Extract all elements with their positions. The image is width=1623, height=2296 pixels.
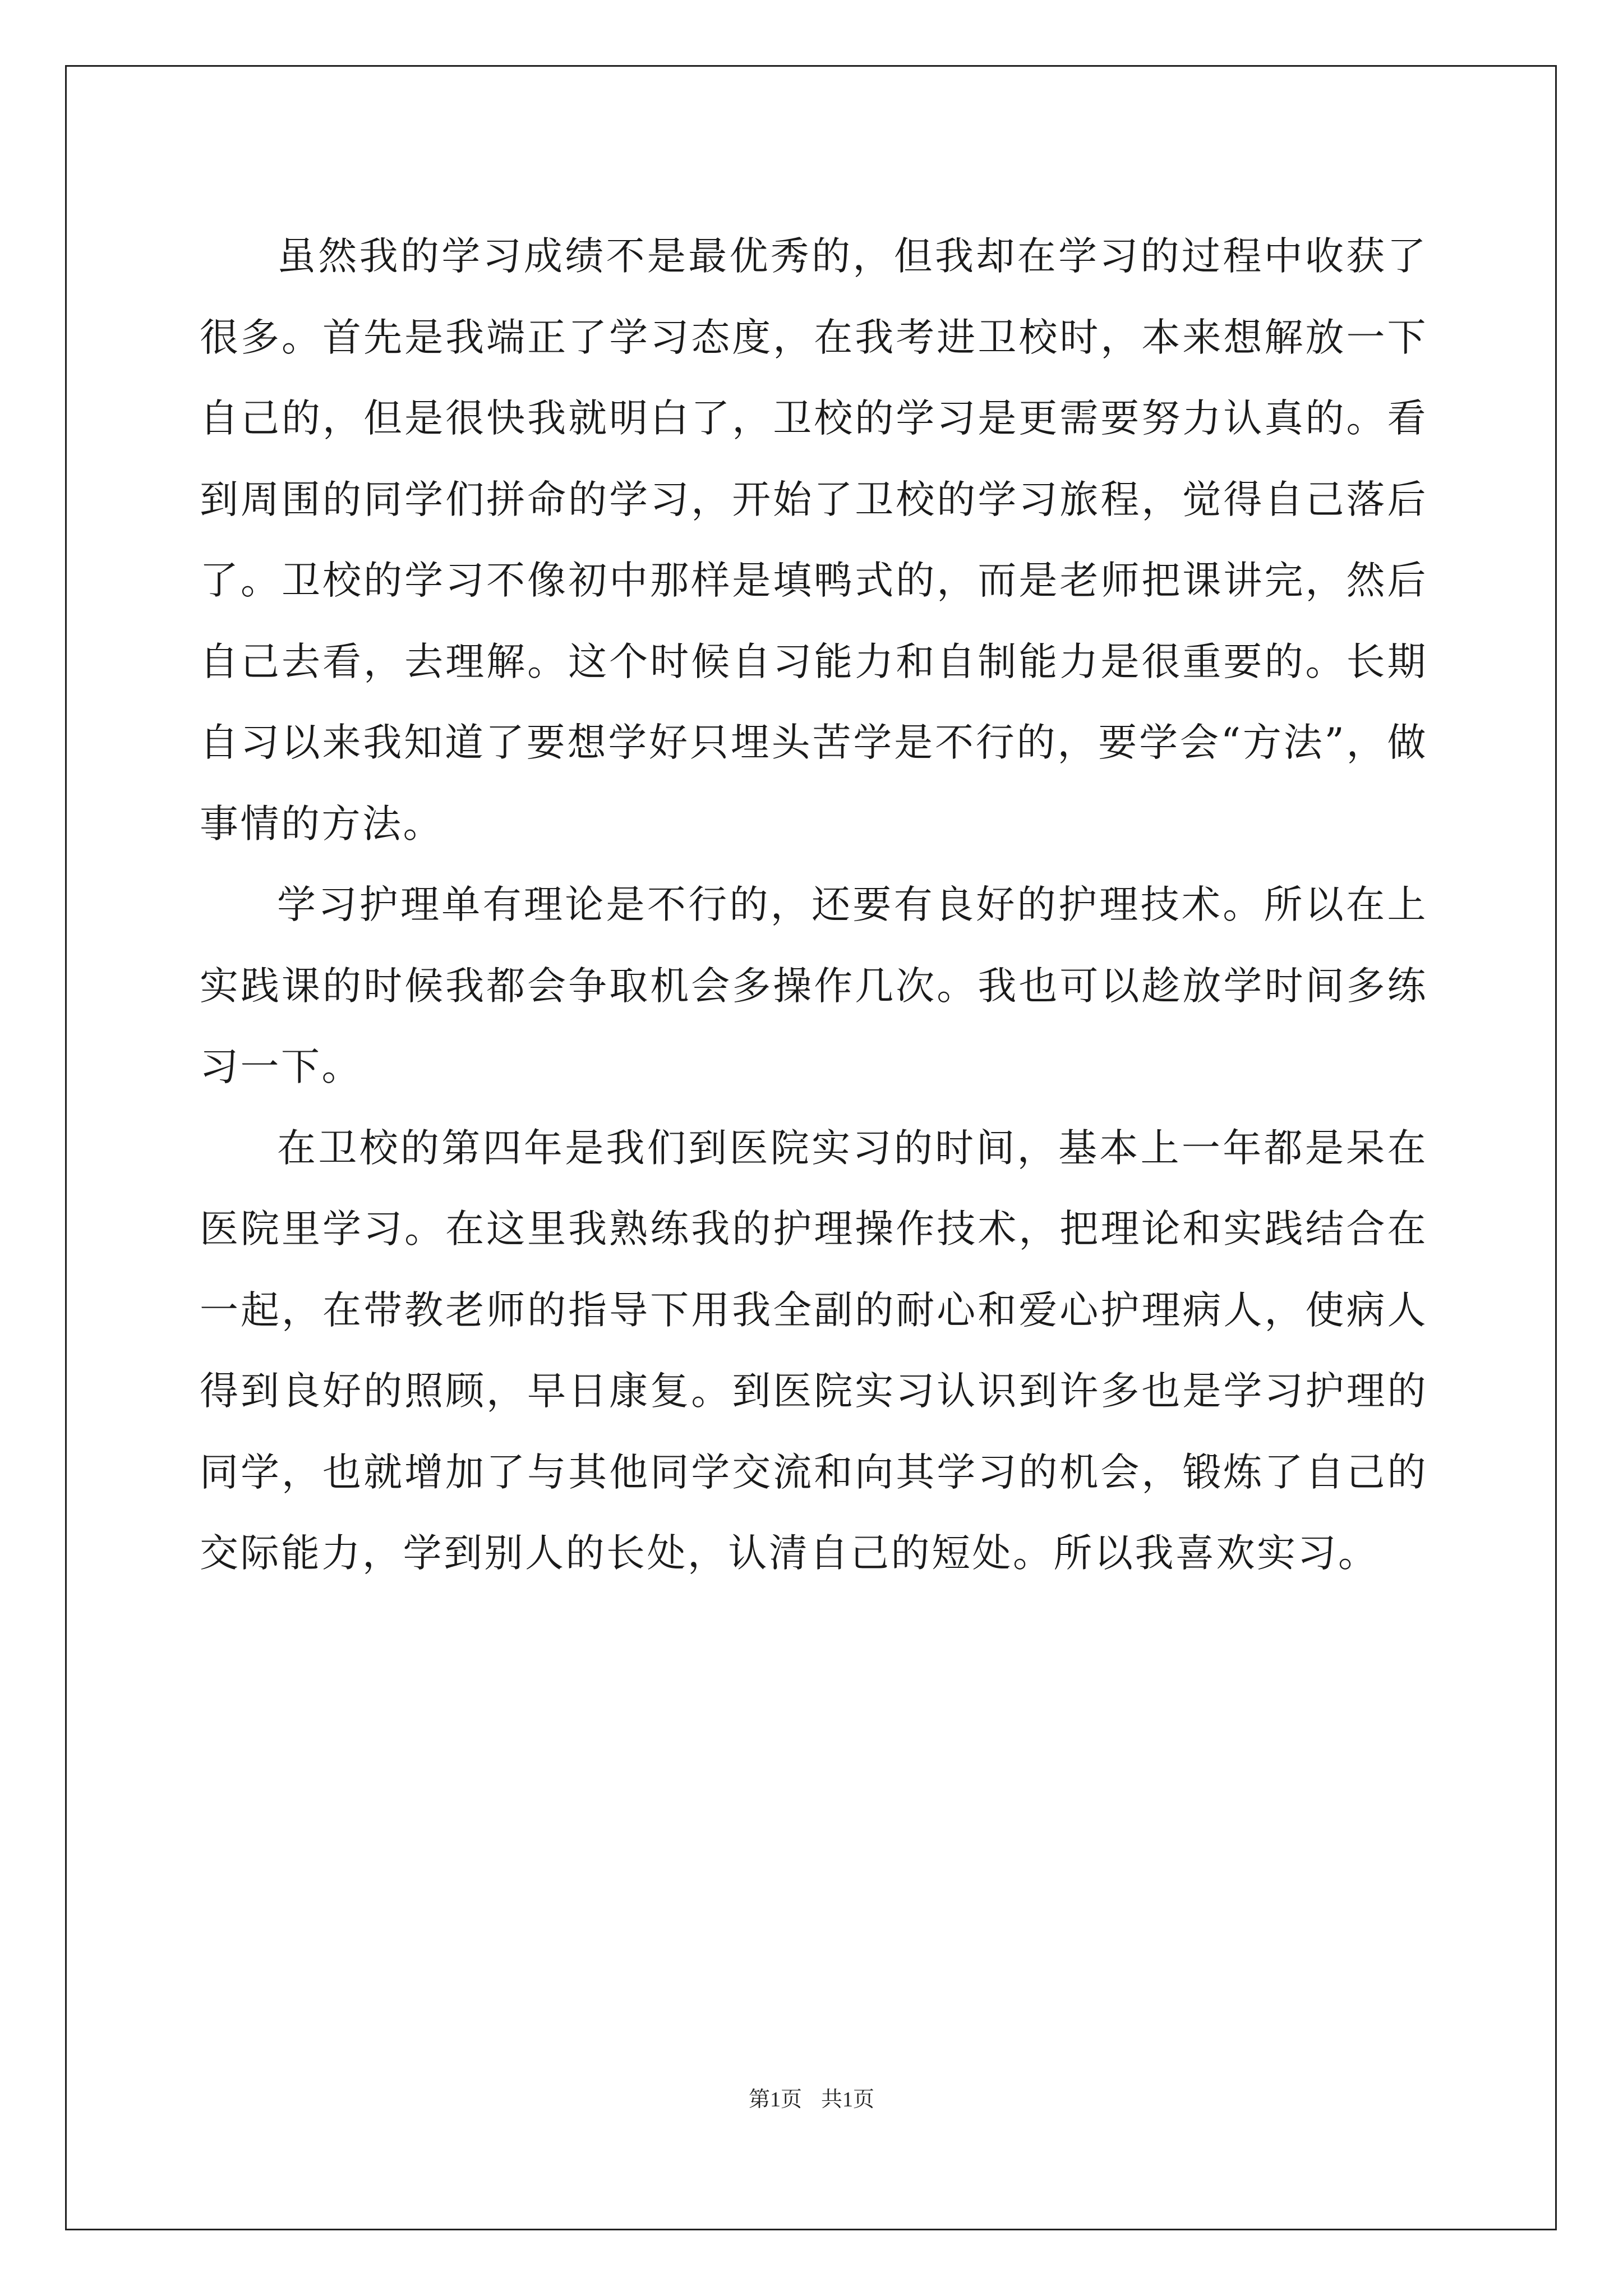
page-number-total: 共1页 <box>821 2088 875 2111</box>
paragraph-3: 在卫校的第四年是我们到医院实习的时间，基本上一年都是呆在医院里学习。在这里我熟练我的护理操作技术，把理论和实践结合在一起，在带教老师的指导下用我全副的耐心和爱心护理病人，使病人得到良好的照顾，早日康复。到医院实习认识到许多也是学习护理的同学，也就增加了与其他同学交流和向其学习的机会，锻炼了自己的交际能力，学到别人的长处，认清自己的短处。所以我喜欢实习。 <box>200 1125 1428 1576</box>
document-body <box>200 216 1428 1594</box>
paragraph-1: 虽然我的学习成绩不是最优秀的，但我却在学习的过程中收获了很多。首先是我端正了学习态度，在我考进卫校时，本来想解放一下自己的，但是很快我就明白了，卫校的学习是更需要努力认真的。看到周围的同学们拼命的学习，开始了卫校的学习旅程，觉得自己落后了。卫校的学习不像初中那样是填鸭式的，而是老师把课讲完，然后自己去看，去理解。这个时候自习能力和自制能力是很重要的。长期自习以来我知道了要想学好只埋头苦学是不行的，要学会“方法”，做事情的方法。 <box>200 234 1428 846</box>
page-footer <box>0 2086 1623 2114</box>
paragraph-2: 学习护理单有理论是不行的，还要有良好的护理技术。所以在上实践课的时候我都会争取机会多操作几次。我也可以趁放学时间多练习一下。 <box>200 882 1428 1089</box>
page-number-current: 第1页 <box>748 2088 802 2111</box>
